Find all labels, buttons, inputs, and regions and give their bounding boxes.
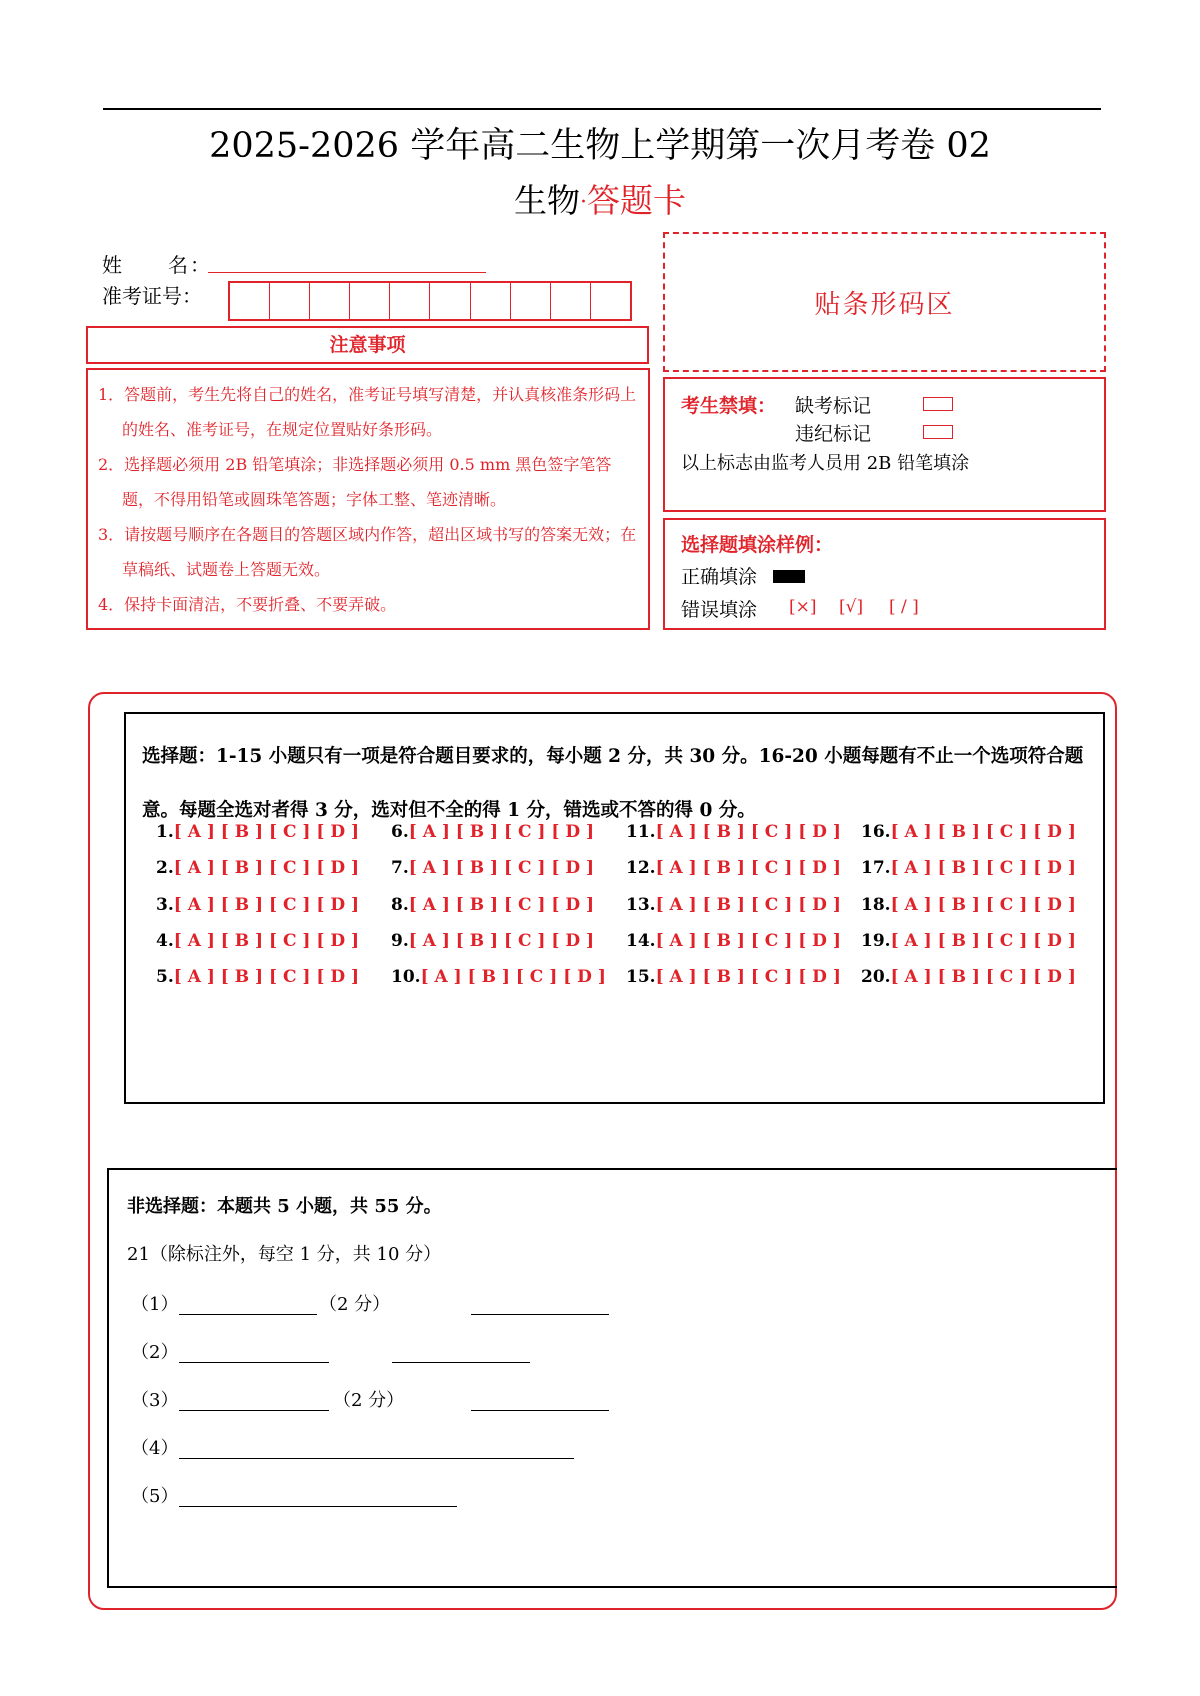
- name-label: 姓 名：: [102, 253, 212, 277]
- mc-options[interactable]: [ A ] [ B ] [ C ] [ D ]: [173, 930, 360, 951]
- mc-question[interactable]: [156, 858, 391, 894]
- answer-blank[interactable]: [179, 1458, 574, 1459]
- notice-title: 注意事项: [86, 326, 649, 364]
- exam-id-boxes: [228, 281, 632, 321]
- absent-mark-box[interactable]: [923, 397, 953, 411]
- barcode-area: [663, 232, 1106, 372]
- notice-item: 2．选择题必须用 2B 铅笔填涂；非选择题必须用 0.5 mm 黑色签字笔答题，不得用铅笔或圆珠笔答题；字体工整、笔迹清晰。: [98, 455, 612, 509]
- mc-question[interactable]: [861, 822, 1096, 858]
- mc-question[interactable]: [391, 895, 626, 931]
- mc-question[interactable]: [626, 931, 861, 967]
- q21-part-points: （2 分）: [319, 1294, 391, 1315]
- exam-id-cell[interactable]: [230, 283, 270, 319]
- mc-question-number: 8.: [391, 894, 409, 915]
- mc-question[interactable]: [626, 858, 861, 894]
- mc-options[interactable]: [ A ] [ B ] [ C ] [ D ]: [655, 822, 841, 842]
- mc-question-number: 16.: [861, 822, 891, 842]
- q21-part-label: （3）: [131, 1390, 179, 1411]
- fill-sample-box: [663, 518, 1106, 630]
- mc-options[interactable]: [ A ] [ B ] [ C ] [ D ]: [890, 822, 1076, 842]
- absent-mark-label: 缺考标记: [795, 395, 872, 417]
- mc-question[interactable]: [391, 822, 626, 858]
- mc-question[interactable]: [861, 895, 1096, 931]
- mc-question[interactable]: [861, 967, 1096, 1003]
- mc-question[interactable]: [861, 931, 1096, 967]
- exam-id-cell[interactable]: [390, 283, 430, 319]
- mc-question-number: 2.: [156, 858, 174, 879]
- answer-card-label: 答题卡: [587, 181, 686, 220]
- question-21-header: 21（除标注外，每空 1 分，共 10 分）: [127, 1244, 442, 1265]
- mc-question[interactable]: [861, 858, 1096, 894]
- q21-part-label: （4）: [131, 1438, 179, 1459]
- q21-part-label: （2）: [131, 1342, 179, 1363]
- page-subtitle: [0, 176, 1200, 228]
- exam-id-cell[interactable]: [430, 283, 470, 319]
- mc-question-number: 12.: [626, 858, 656, 879]
- mc-options[interactable]: [ A ] [ B ] [ C ] [ D ]: [890, 894, 1076, 915]
- mc-question-number: 17.: [861, 858, 891, 879]
- exam-id-cell[interactable]: [270, 283, 310, 319]
- subtitle-separator: ·: [580, 190, 587, 215]
- notice-box: [86, 368, 650, 630]
- correct-fill-label: 正确填涂: [681, 566, 758, 588]
- mc-options[interactable]: [ A ] [ B ] [ C ] [ D ]: [173, 822, 360, 842]
- multiple-choice-section: [124, 712, 1105, 1104]
- mc-question[interactable]: [391, 858, 626, 894]
- correct-fill-example: [773, 570, 805, 583]
- mc-question-number: 11.: [626, 822, 656, 842]
- mc-options[interactable]: [ A ] [ B ] [ C ] [ D ]: [173, 858, 360, 879]
- mc-options[interactable]: [ A ] [ B ] [ C ] [ D ]: [408, 858, 595, 879]
- exam-id-cell[interactable]: [350, 283, 390, 319]
- exam-id-label: 准考证号：: [102, 284, 202, 308]
- mc-question-number: 14.: [626, 930, 656, 951]
- mc-options[interactable]: [ A ] [ B ] [ C ] [ D ]: [408, 822, 595, 842]
- forbidden-label: 考生禁填：: [681, 395, 777, 417]
- mc-question[interactable]: [391, 967, 626, 1003]
- mc-options[interactable]: [ A ] [ B ] [ C ] [ D ]: [408, 894, 595, 915]
- exam-id-cell[interactable]: [591, 283, 630, 319]
- candidate-forbidden-box: [663, 377, 1106, 512]
- name-field[interactable]: [208, 272, 486, 273]
- mc-question-number: 20.: [861, 967, 891, 988]
- top-rule: [103, 108, 1101, 110]
- mc-options[interactable]: [ A ] [ B ] [ C ] [ D ]: [655, 967, 841, 988]
- exam-id-cell[interactable]: [511, 283, 551, 319]
- wrong-fill-label: 错误填涂: [681, 599, 758, 621]
- notice-item: 4．保持卡面清洁，不要折叠、不要弄破。: [98, 595, 397, 614]
- q21-part-label: （5）: [131, 1486, 179, 1507]
- mc-question[interactable]: [156, 822, 391, 858]
- answer-blank[interactable]: [392, 1362, 530, 1363]
- mc-question-number: 5.: [156, 967, 174, 988]
- forbidden-note: 以上标志由监考人员用 2B 铅笔填涂: [681, 453, 970, 474]
- mc-question[interactable]: [626, 822, 861, 858]
- mc-question-number: 18.: [861, 894, 891, 915]
- mc-question-number: 1.: [156, 822, 174, 842]
- q21-part-label: （1）: [131, 1294, 179, 1315]
- mc-options[interactable]: [ A ] [ B ] [ C ] [ D ]: [655, 894, 841, 915]
- mc-question-number: 3.: [156, 894, 174, 915]
- wrong-mark-check: [√]: [839, 597, 864, 617]
- non-choice-section: [107, 1168, 1117, 1588]
- mc-question-number: 4.: [156, 930, 174, 951]
- sample-title: 选择题填涂样例：: [681, 534, 834, 556]
- mc-options[interactable]: [ A ] [ B ] [ C ] [ D ]: [420, 967, 606, 988]
- violation-mark-box[interactable]: [923, 425, 953, 439]
- mc-question-number: 15.: [626, 967, 656, 988]
- answer-blank[interactable]: [179, 1506, 457, 1507]
- mc-options[interactable]: [ A ] [ B ] [ C ] [ D ]: [890, 930, 1076, 951]
- mc-options[interactable]: [ A ] [ B ] [ C ] [ D ]: [890, 858, 1076, 879]
- exam-id-cell[interactable]: [551, 283, 591, 319]
- mc-question[interactable]: [626, 895, 861, 931]
- mc-question[interactable]: [626, 967, 861, 1003]
- violation-mark-label: 违纪标记: [795, 423, 872, 445]
- mc-options[interactable]: [ A ] [ B ] [ C ] [ D ]: [890, 967, 1076, 988]
- barcode-label: 贴条形码区: [814, 289, 955, 320]
- mc-question[interactable]: [156, 967, 391, 1003]
- mc-question-number: 7.: [391, 858, 409, 879]
- mc-options[interactable]: [ A ] [ B ] [ C ] [ D ]: [173, 894, 360, 915]
- mc-options[interactable]: [ A ] [ B ] [ C ] [ D ]: [408, 930, 595, 951]
- mc-question-number: 6.: [391, 822, 409, 842]
- multiple-choice-grid: [156, 822, 1091, 1003]
- subject-label: 生物: [514, 181, 580, 220]
- answer-blank[interactable]: [179, 1362, 329, 1363]
- exam-id-cell[interactable]: [310, 283, 350, 319]
- mc-question[interactable]: [391, 931, 626, 967]
- q21-part-points: （2 分）: [333, 1390, 405, 1411]
- wrong-mark-x: [×]: [789, 597, 817, 617]
- mc-question-number: 9.: [391, 930, 409, 951]
- mc-options[interactable]: [ A ] [ B ] [ C ] [ D ]: [173, 967, 360, 988]
- non-choice-title: 非选择题：本题共 5 小题，共 55 分。: [127, 1196, 442, 1217]
- answer-blank[interactable]: [179, 1410, 329, 1411]
- mc-question[interactable]: [156, 931, 391, 967]
- mc-question-number: 13.: [626, 894, 656, 915]
- answer-blank[interactable]: [471, 1314, 609, 1315]
- answer-blank[interactable]: [179, 1314, 317, 1315]
- mc-question-number: 10.: [391, 967, 421, 988]
- answer-blank[interactable]: [471, 1410, 609, 1411]
- notice-item: 3．请按题号顺序在各题目的答题区域内作答，超出区域书写的答案无效；在草稿纸、试题卷上答题无效。: [98, 525, 637, 579]
- notice-item: 1．答题前，考生先将自己的姓名，准考证号填写清楚，并认真核准条形码上的姓名、准考证号，在规定位置贴好条形码。: [98, 385, 637, 439]
- page-title: 2025-2026 学年高二生物上学期第一次月考卷 02: [209, 126, 991, 166]
- mc-question[interactable]: [156, 895, 391, 931]
- mc-question-number: 19.: [861, 930, 891, 951]
- wrong-mark-slash: [ / ]: [889, 597, 919, 617]
- exam-id-cell[interactable]: [471, 283, 511, 319]
- mc-options[interactable]: [ A ] [ B ] [ C ] [ D ]: [655, 858, 841, 879]
- mc-options[interactable]: [ A ] [ B ] [ C ] [ D ]: [655, 930, 841, 951]
- multiple-choice-instructions: 选择题：1-15 小题只有一项是符合题目要求的，每小题 2 分，共 30 分。16-20 小题每题有不止一个选项符合题意。每题全选对者得 3 分，选对但不全的得 1 分，错选或不答的得 0 分。: [142, 746, 1084, 821]
